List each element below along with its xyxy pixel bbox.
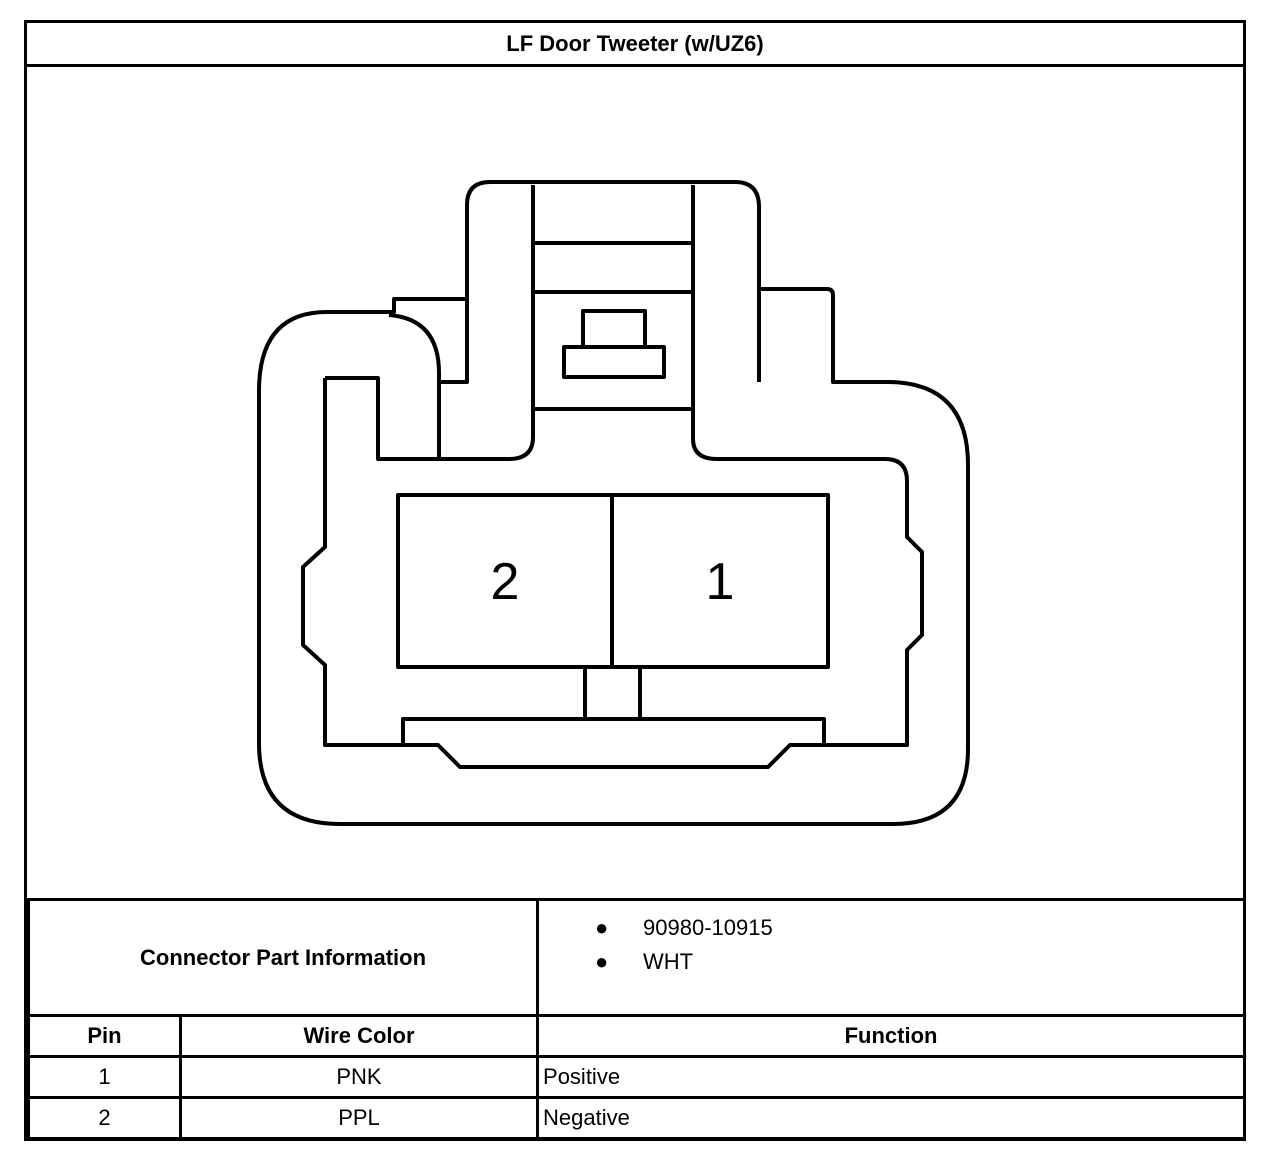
connector-info-table — [27, 898, 1246, 1140]
cavity-2-label: 2 — [490, 553, 520, 611]
part-number: 90980-10915 — [643, 915, 773, 940]
header-function: Function — [538, 1016, 1245, 1057]
bullet-icon: ● — [595, 949, 609, 974]
cavity-1-label: 1 — [705, 553, 735, 611]
connector-face-drawing — [27, 67, 1243, 900]
table-row — [29, 1098, 1245, 1139]
connector-sheet — [24, 20, 1246, 1141]
wire-color-cell: PNK — [181, 1057, 538, 1098]
pin-cell: 1 — [29, 1057, 181, 1098]
header-pin: Pin — [29, 1016, 181, 1057]
connector-diagram — [27, 67, 1243, 900]
function-cell: Positive — [538, 1057, 1245, 1098]
pin-cell: 2 — [29, 1098, 181, 1139]
latch-tab — [583, 311, 645, 347]
bullet-icon: ● — [595, 915, 609, 940]
wire-color-cell: PPL — [181, 1098, 538, 1139]
housing-inner-outline — [325, 315, 439, 459]
part-info-values — [538, 900, 1245, 1016]
page-title: LF Door Tweeter (w/UZ6) — [27, 23, 1243, 67]
header-wire-color: Wire Color — [181, 1016, 538, 1057]
function-cell: Negative — [538, 1098, 1245, 1139]
bottom-key — [403, 719, 824, 767]
part-info-item — [539, 911, 1243, 945]
part-info-label: Connector Part Information — [29, 900, 538, 1016]
part-info-item — [539, 945, 1243, 979]
table-row — [29, 1057, 1245, 1098]
latch-base — [564, 347, 664, 377]
connector-color: WHT — [643, 949, 694, 974]
pin-table-header — [29, 1016, 1245, 1057]
